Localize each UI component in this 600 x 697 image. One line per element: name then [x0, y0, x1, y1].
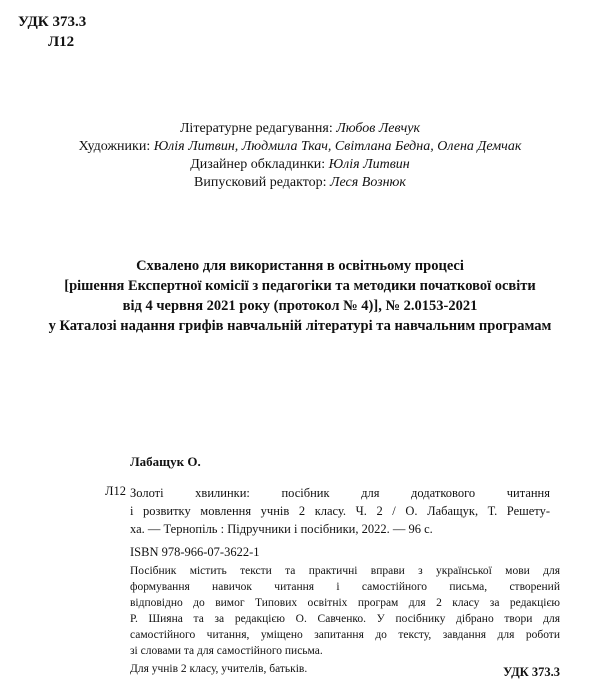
credit-label: Літературне редагування: [179, 121, 333, 136]
credit-artists [0, 138, 600, 156]
udk-header [18, 12, 86, 52]
credit-name: Любов Левчук [336, 121, 421, 136]
approval-line-2: [рішення Експертної комісії з педагогіки та методики початкової освіти [64, 278, 536, 294]
credit-release-editor [0, 174, 600, 192]
credit-literary-editing [0, 120, 600, 138]
bib-line-1: Золоті хвилинки: посібник для додаткового читання [130, 486, 550, 500]
credit-label: Випусковий редактор: [194, 175, 327, 190]
udk-footer: УДК 373.3 [503, 665, 560, 679]
approval-line-3: від 4 червня 2021 року (протокол № 4)], № 2.0153-2021 [122, 298, 478, 314]
credit-label: Художники: [78, 139, 151, 154]
annotation-line-2: формування навичок читання і самостійного письма, створений [130, 581, 560, 593]
credit-cover-designer [0, 156, 600, 174]
udk-number: УДК 373.3 [18, 14, 87, 30]
bib-author: Лабащук О. [130, 454, 201, 469]
credit-name: Леся Вознюк [330, 175, 406, 190]
approval-line-4: у Каталозі надання грифів навчальній літературі та навчальним програмам [48, 318, 552, 334]
bib-code: Л12 [105, 484, 126, 498]
annotation-line-4: Р. Шияна та за редакцією О. Савченко. У посібнику дібрано твори для [130, 613, 560, 625]
bib-line-2: і розвитку мовлення учнів 2 класу. Ч. 2 / О. Лабащук, Т. Решету- [130, 504, 550, 518]
annotation-line-6: зі словами та для самостійного письма. [130, 645, 323, 657]
annotation-audience: Для учнів 2 класу, учителів, батьків. [130, 663, 308, 675]
annotation-line-1: Посібник містить тексти та практичні вправи з української мови для [130, 565, 560, 577]
classification-code: Л12 [48, 34, 75, 50]
bib-line-3: ха. — Тернопіль : Підручники і посібники, 2022. — 96 с. [130, 522, 433, 536]
annotation-line-5: самостійного читання, уміщено запитання до тексту, завдання для роботи [130, 629, 560, 641]
credit-name: Юлія Литвин [328, 157, 410, 172]
approval-line-1: Схвалено для використання в освітньому процесі [136, 258, 464, 274]
bib-isbn: ISBN 978-966-07-3622-1 [130, 545, 260, 559]
annotation-line-3: відповідно до вимог Типових освітніх програм для 2 класу за редакцією [130, 597, 560, 609]
credit-label: Дизайнер обкладинки: [190, 157, 326, 172]
credit-name: Юлія Литвин, Людмила Ткач, Світлана Бедна, Олена Демчак [153, 139, 522, 154]
